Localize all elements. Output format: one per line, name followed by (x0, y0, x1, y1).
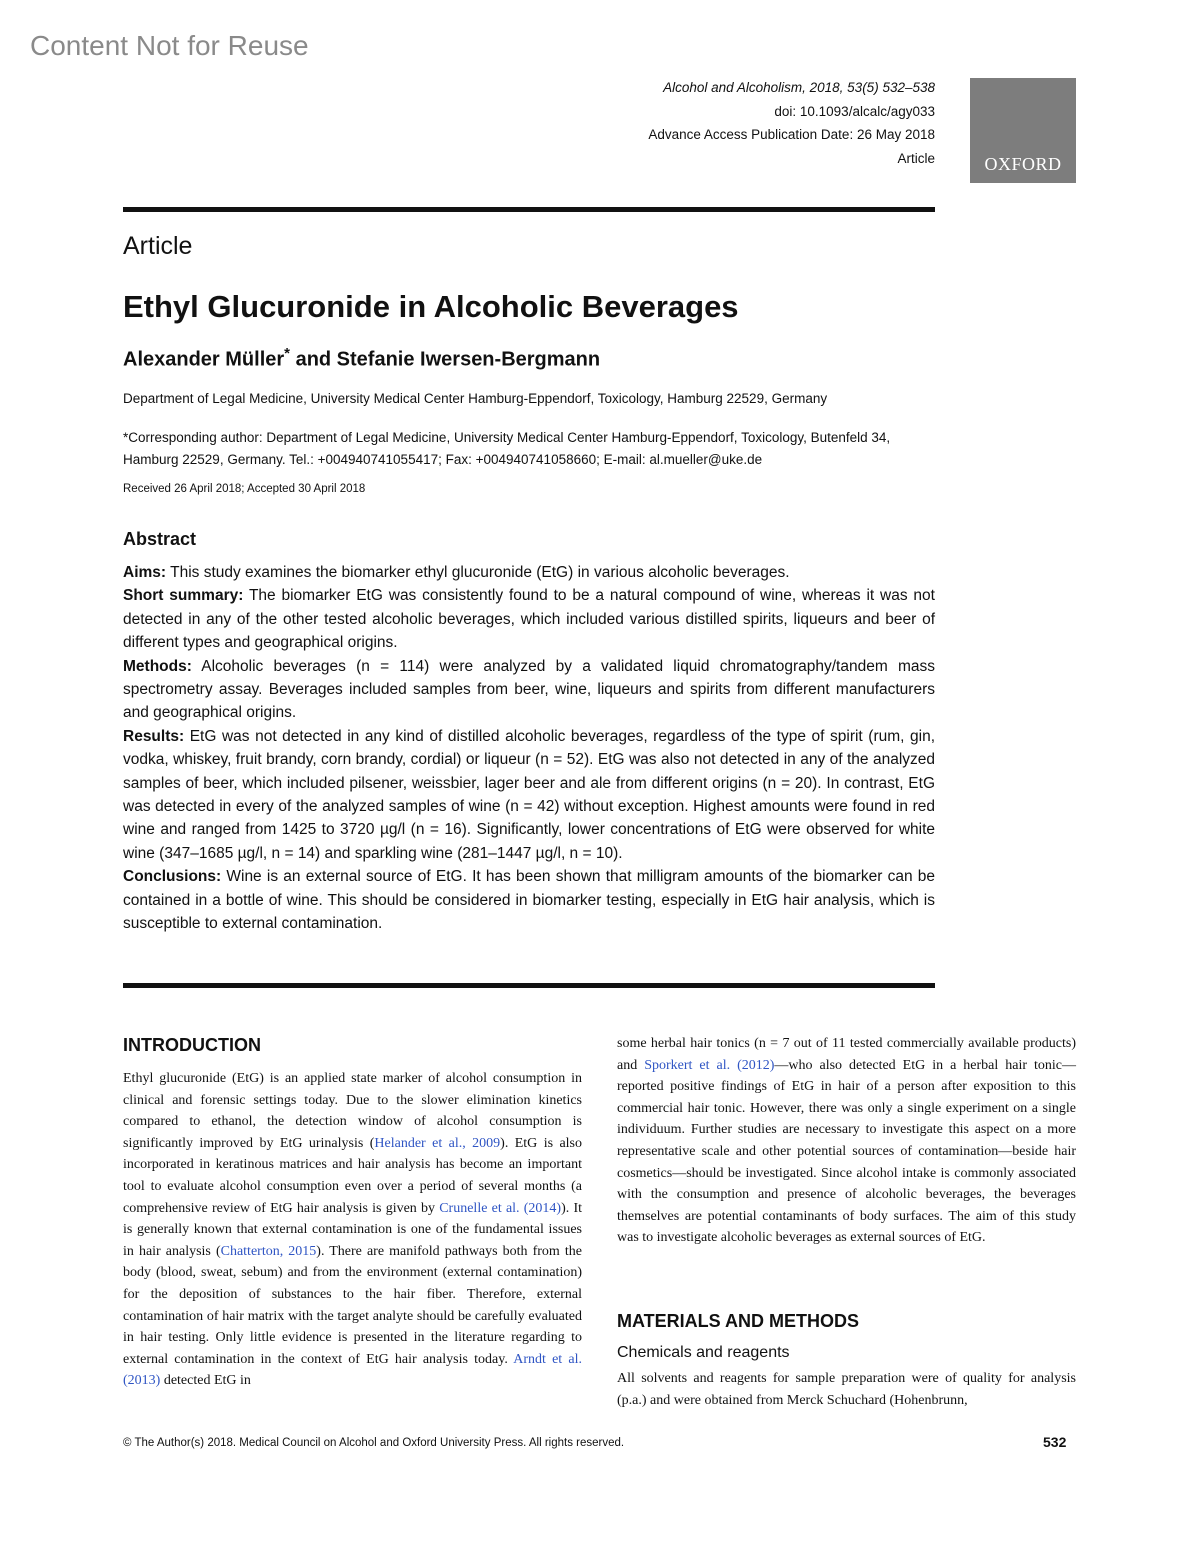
ref-chatterton[interactable]: Chatterton, 2015 (220, 1243, 317, 1259)
intro-text-1: Ethyl glucuronide (EtG) is an applied state marker of alcohol consumption in clinical and forensic settings today. Due to the slower elimination kinetics compared to ethanol, the detection window of alcohol consumption is significantly improved by EtG urinalysis ( (123, 1071, 582, 1151)
abstract-methods (123, 655, 935, 725)
introduction-heading: INTRODUCTION (123, 1035, 261, 1055)
received-accepted-dates: Received 26 April 2018; Accepted 30 April 2018 (123, 483, 366, 495)
journal-meta (648, 76, 935, 170)
intro-text-3: ). It is generally known that external contamination is one of the fundamental issues in hair analysis ( (123, 1200, 582, 1259)
summary-text: The biomarker EtG was consistently found to be a natural compound of wine, whereas it was not detected in any of the other tested alcoholic beverages, which included various distilled spirits, liqueurs and beer of different types and geographical origins. (123, 587, 935, 652)
footer-copyright: © The Author(s) 2018. Medical Council on Alcohol and Oxford University Press. All rights reserved. (123, 1437, 625, 1449)
corresponding-author: *Corresponding author: Department of Legal Medicine, University Medical Center Hamburg-Eppendorf, Toxicology, Butenfeld 34, Hamburg 22529, Germany. Tel.: +004940741055417; Fax: +004940741058660; E-mail: al.mueller@uke.de (123, 430, 891, 467)
ref-sporkert[interactable]: Sporkert et al. (2012) (644, 1057, 775, 1073)
journal-publication-date: Advance Access Publication Date: 26 May 2018 (648, 127, 935, 142)
abstract-summary (123, 584, 935, 654)
methods-heading: MATERIALS AND METHODS (617, 1311, 859, 1331)
affiliation: Department of Legal Medicine, University Medical Center Hamburg-Eppendorf, Toxicology, Hamburg 22529, Germany (123, 391, 828, 406)
intro-cont-text-2: —who also detected EtG in a herbal hair tonic—reported positive findings of EtG in hair of a person after exposition to this commercial hair tonic. However, there was only a single experiment on a single individuum. Further studies are necessary to investigate this aspect on a more representative scale and other potential sources of contamination—beside hair cosmetics—should be investigated. Since alcohol intake is commonly associated with the consumption and presence of alcoholic beverages, the beverages themselves are potential contaminants of body surfaces. The aim of this study was to investigate alcoholic beverages as external sources of EtG. (617, 1057, 1076, 1246)
publisher-logo (970, 78, 1076, 183)
methods-paragraph: All solvents and reagents for sample preparation were of quality for analysis (p.a.) and were obtained from Merck Schuchard (Hohenbrunn, (617, 1371, 1076, 1408)
ref-arndt[interactable]: Arndt et al. (2013) (123, 1351, 582, 1389)
journal-doi: doi: 10.1093/alcalc/agy033 (774, 103, 935, 119)
intro-cont-text-1: some herbal hair tonics (n = 7 out of 11 tested commercially available products) and (617, 1036, 1076, 1073)
watermark: Content Not for Reuse (30, 30, 309, 61)
ref-crunelle[interactable]: Crunelle et al. (2014) (439, 1200, 562, 1216)
intro-text-2: ). EtG is also incorporated in keratinous matrices and hair analysis has become an important tool to evaluate alcohol consumption even over a period of several months (a comprehensive review of EtG hair analysis is given by (123, 1135, 583, 1216)
corresponding-marker: * (284, 345, 291, 362)
abstract-conclusions (123, 865, 935, 935)
author-rest: and Stefanie Iwersen-Bergmann (290, 348, 601, 371)
abstract-body (123, 561, 935, 936)
chemicals-subheading: Chemicals and reagents (617, 1344, 790, 1361)
article-type-label: Article (123, 232, 193, 260)
intro-continued-paragraph (617, 1033, 1076, 1249)
abstract-heading: Abstract (123, 529, 197, 549)
conclusions-label: Conclusions: (123, 868, 222, 886)
results-label: Results: (123, 727, 185, 745)
introduction-paragraph (123, 1068, 582, 1392)
header-rule (123, 207, 935, 212)
abstract-results (123, 725, 935, 865)
aims-text: This study examines the biomarker ethyl glucuronide (EtG) in various alcoholic beverages. (166, 564, 790, 581)
author-first: Alexander Müller (123, 348, 285, 371)
intro-text-4: ). There are manifold pathways both from the body (blood, sweat, sebum) and from the environment (external contamination) for the deposition of substances to the hair fiber. Therefore, external contamination of hair matrix with the target analyte should be carefully evaluated in hair testing. Only little evidence is presented in the literature regarding to external contamination in the context of EtG hair analysis today. (123, 1243, 582, 1367)
methods-text: Alcoholic beverages (n = 114) were analyzed by a validated liquid chromatography/tandem mass spectrometry assay. Beverages included samples from beer, wine, liqueurs and spirits from different manufacturers and geographical origins. (123, 657, 935, 722)
methods-label: Methods: (123, 657, 192, 675)
summary-label: Short summary: (123, 587, 244, 605)
conclusions-text: Wine is an external source of EtG. It has been shown that milligram amounts of the biomarker can be contained in a bottle of wine. This should be considered in biomarker testing, especially in EtG hair analysis, which is susceptible to external contamination. (123, 868, 935, 933)
ref-helander[interactable]: Helander et al., 2009 (374, 1135, 501, 1151)
journal-citation: Alcohol and Alcoholism, 2018, 53(5) 532–538 (663, 80, 935, 95)
page-number: 532 (1043, 1434, 1067, 1450)
abstract-rule (123, 983, 935, 988)
authors (123, 345, 600, 372)
results-text: EtG was not detected in any kind of distilled alcoholic beverages, regardless of the type of spirit (rum, gin, vodka, whiskey, fruit brandy, corn brandy, cordial) or liqueur (n = 52). EtG was also not detected in any of the analyzed samples of beer, which included pilsener, weissbier, lager beer and ale from different origins (n = 20). In contrast, EtG was detected in every of the analyzed samples of wine (n = 42) without exception. Highest amounts were found in red wine and ranged from 1425 to 3720 µg/l (n = 16). Significantly, lower concentrations of EtG were observed for white wine (347–1685 µg/l, n = 14) and sparkling wine (281–1447 µg/l, n = 10). (123, 727, 935, 862)
journal-article-type: Article (897, 150, 935, 166)
paper-title: Ethyl Glucuronide in Alcoholic Beverages (123, 289, 739, 324)
publisher-logo-text: OXFORD (984, 154, 1062, 174)
abstract-aims (123, 561, 935, 584)
aims-label: Aims: (123, 564, 167, 581)
intro-text-5: detected EtG in (160, 1373, 251, 1389)
